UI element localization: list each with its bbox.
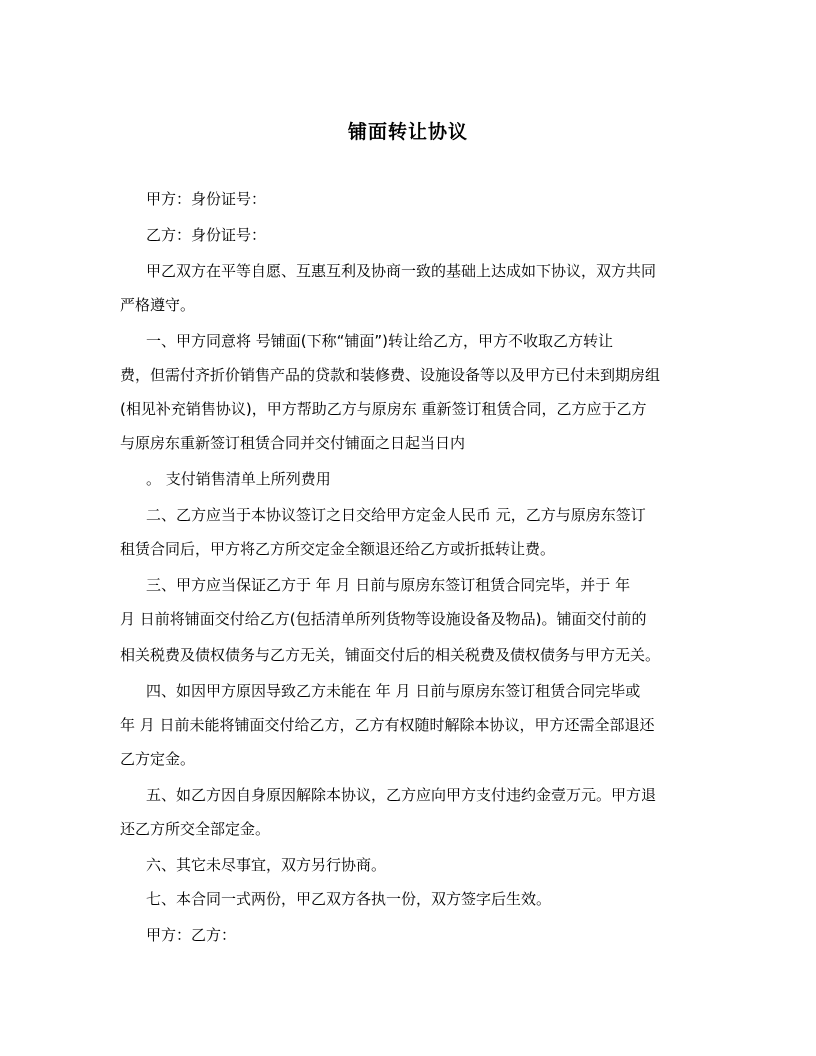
clause-1-line-2: 费，但需付齐折价销售产品的贷款和装修费、设施设备等以及甲方已付未到期房组 — [120, 366, 661, 384]
signature-line: 甲方：乙方： — [146, 926, 237, 944]
preamble-line-1: 甲乙双方在平等自愿、互惠互利及协商一致的基础上达成如下协议，双方共同 — [146, 262, 657, 280]
clause-4-line-1: 四、如因甲方原因导致乙方未能在 年 月 日前与原房东签订租赁合同完毕或 — [146, 682, 641, 700]
clause-2-line-1: 二、乙方应当于本协议签订之日交给甲方定金人民币 元，乙方与原房东签订 — [146, 506, 646, 524]
clause-4-line-3: 乙方定金。 — [120, 750, 196, 768]
clause-5-line-2: 还乙方所交全部定金。 — [120, 820, 271, 838]
clause-6-line: 六、其它未尽事宜，双方另行协商。 — [146, 856, 387, 874]
clause-1-line-4: 与原房东重新签订租赁合同并交付铺面之日起当日内 — [120, 434, 466, 452]
clause-7-line: 七、本合同一式两份，甲乙双方各执一份，双方签字后生效。 — [146, 890, 552, 908]
document-title: 铺面转让协议 — [347, 121, 468, 143]
clause-1-line-1: 一、甲方同意将 号铺面(下称“铺面”)转让给乙方，甲方不收取乙方转让 — [146, 332, 614, 350]
clause-1-line-3: (相见补充销售协议)，甲方帮助乙方与原房东 重新签订租赁合同，乙方应于乙方 — [120, 400, 647, 418]
clause-3-line-3: 相关税费及债权债务与乙方无关，铺面交付后的相关税费及债权债务与甲方无关。 — [120, 646, 661, 664]
clause-2-line-2: 租赁合同后，甲方将乙方所交定金全额退还给乙方或折抵转让费。 — [120, 540, 556, 558]
party-a-line: 甲方：身份证号： — [146, 190, 267, 208]
clause-4-line-2: 年 月 日前未能将铺面交付给乙方，乙方有权随时解除本协议，甲方还需全部退还 — [120, 716, 655, 734]
preamble-line-2: 严格遵守。 — [120, 296, 196, 314]
clause-3-line-1: 三、甲方应当保证乙方于 年 月 日前与原房东签订租赁合同完毕，并于 年 — [146, 576, 631, 594]
clause-5-line-1: 五、如乙方因自身原因解除本协议，乙方应向甲方支付违约金壹万元。甲方退 — [146, 786, 657, 804]
clause-1-line-5: 。 支付销售清单上所列费用 — [146, 470, 331, 488]
party-b-line: 乙方：身份证号： — [146, 226, 267, 244]
clause-3-line-2: 月 日前将铺面交付给乙方(包括清单所列货物等设施设备及物品)。铺面交付前的 — [120, 610, 647, 628]
